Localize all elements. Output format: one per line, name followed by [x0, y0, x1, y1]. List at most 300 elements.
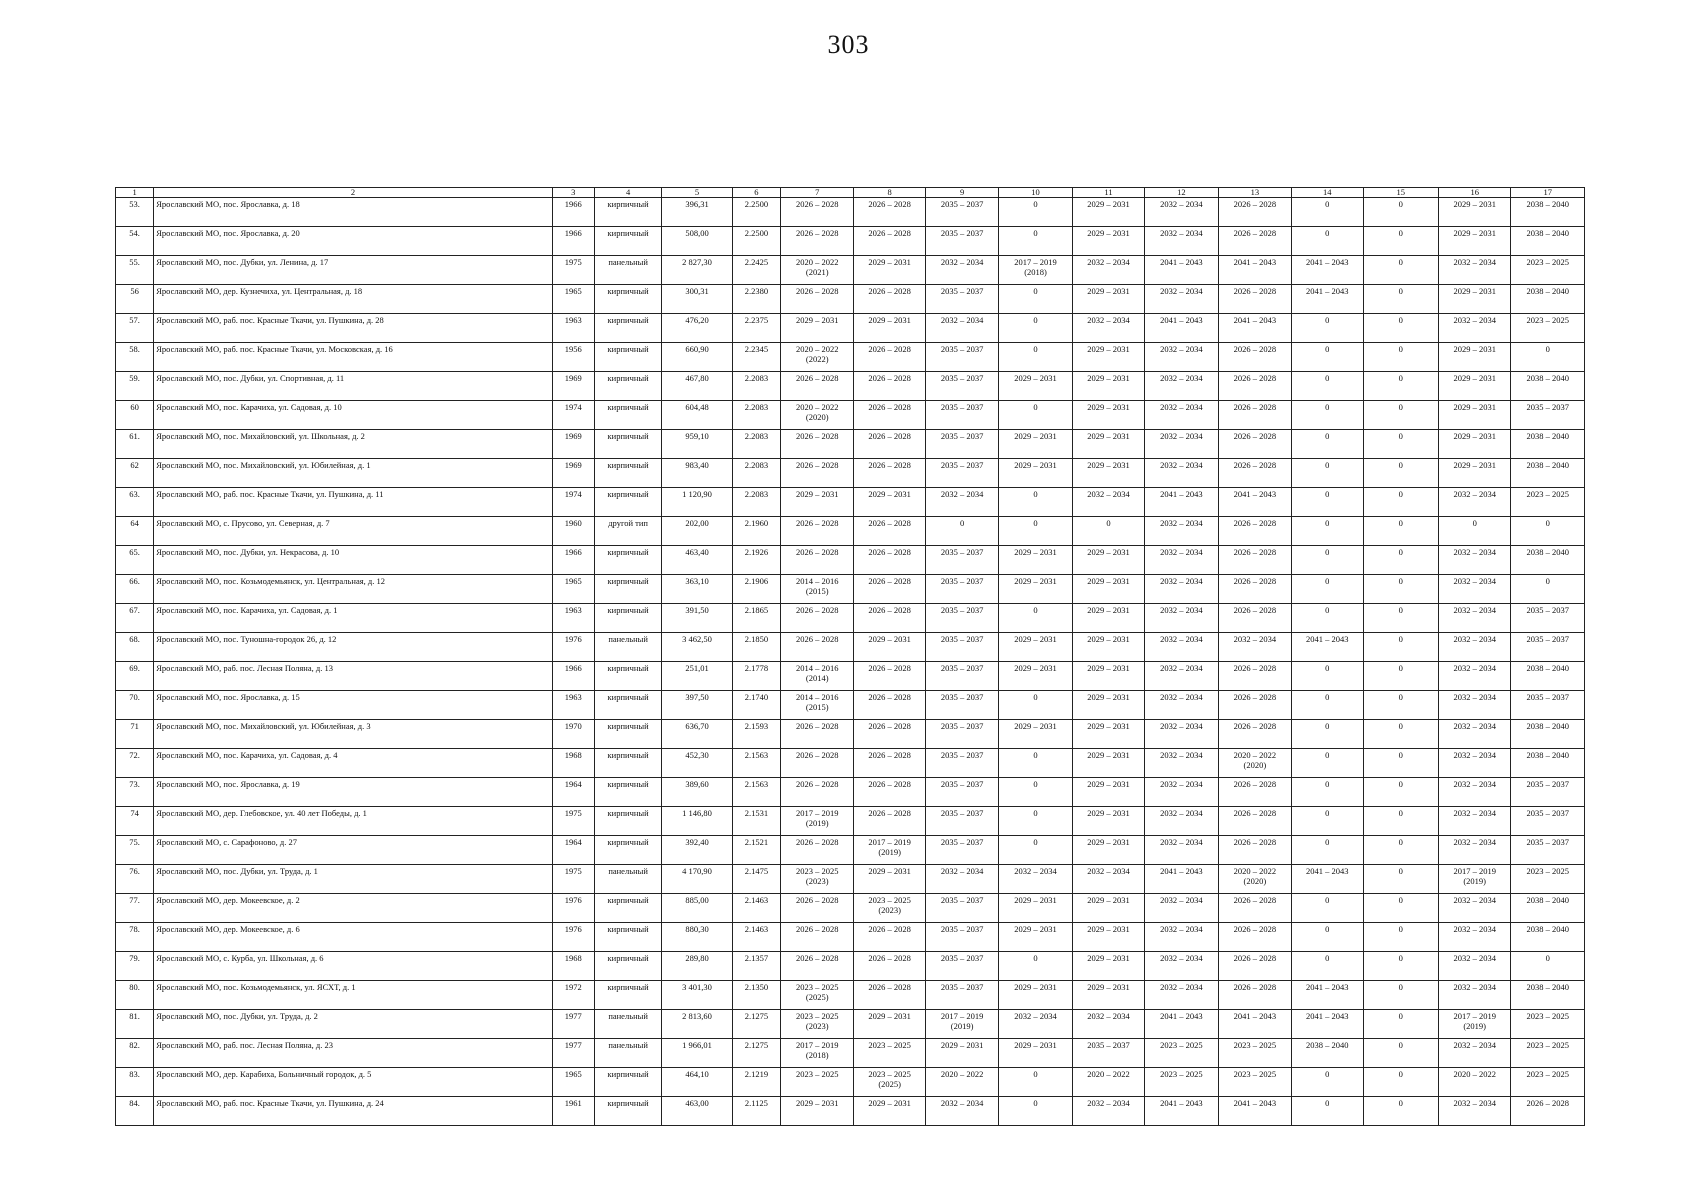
cell-period-col-7: 2029 – 2031 — [781, 488, 854, 517]
table-row — [116, 604, 1585, 633]
cell-row-number: 56 — [116, 285, 154, 314]
cell-period-col-8: 2023 – 2025 — [854, 1039, 925, 1068]
table-row — [116, 430, 1585, 459]
cell-period-col-10: 0 — [999, 778, 1072, 807]
cell-period-col-10: 0 — [999, 691, 1072, 720]
cell-period-col-13: 2026 – 2028 — [1218, 604, 1291, 633]
cell-period-col-14: 2041 – 2043 — [1292, 1010, 1363, 1039]
cell-period-col-14: 0 — [1292, 459, 1363, 488]
page-number: 303 — [827, 30, 870, 59]
table-row — [116, 865, 1585, 894]
cell-wall-material: кирпичный — [594, 778, 661, 807]
cell-year-built: 1969 — [552, 459, 594, 488]
cell-period-col-10: 2029 – 2031 — [999, 720, 1072, 749]
cell-period-col-13: 2041 – 2043 — [1218, 256, 1291, 285]
cell-period-col-9: 0 — [925, 517, 998, 546]
cell-period-col-14: 2041 – 2043 — [1292, 865, 1363, 894]
cell-period-col-8: 2026 – 2028 — [854, 749, 925, 778]
cell-period-col-11: 2029 – 2031 — [1072, 981, 1144, 1010]
cell-priority-index: 2.1350 — [732, 981, 780, 1010]
cell-period-col-16: 2032 – 2034 — [1438, 546, 1510, 575]
cell-period-col-17: 2023 – 2025 — [1511, 1010, 1585, 1039]
cell-period-col-7: 2026 – 2028 — [781, 285, 854, 314]
cell-period-col-7: 2023 – 2025 (2025) — [781, 981, 854, 1010]
cell-period-col-17: 0 — [1511, 952, 1585, 981]
cell-period-col-12: 2032 – 2034 — [1145, 836, 1218, 865]
cell-period-col-16: 2032 – 2034 — [1438, 720, 1510, 749]
cell-address: Ярославский МО, пос. Ярославка, д. 19 — [154, 778, 552, 807]
cell-period-col-12: 2032 – 2034 — [1145, 459, 1218, 488]
cell-period-col-17: 2038 – 2040 — [1511, 720, 1585, 749]
cell-period-col-9: 2035 – 2037 — [925, 662, 998, 691]
cell-period-col-8: 2026 – 2028 — [854, 923, 925, 952]
cell-period-col-7: 2020 – 2022 (2020) — [781, 401, 854, 430]
cell-year-built: 1965 — [552, 1068, 594, 1097]
table-row — [116, 836, 1585, 865]
cell-period-col-17: 2023 – 2025 — [1511, 488, 1585, 517]
column-header-13: 13 — [1218, 188, 1291, 198]
cell-period-col-14: 0 — [1292, 1068, 1363, 1097]
cell-row-number: 58. — [116, 343, 154, 372]
cell-period-col-7: 2026 – 2028 — [781, 749, 854, 778]
cell-period-col-12: 2032 – 2034 — [1145, 981, 1218, 1010]
table-row — [116, 807, 1585, 836]
cell-period-col-7: 2029 – 2031 — [781, 314, 854, 343]
cell-period-col-14: 0 — [1292, 894, 1363, 923]
cell-period-col-17: 0 — [1511, 575, 1585, 604]
cell-period-col-14: 0 — [1292, 662, 1363, 691]
cell-period-col-7: 2020 – 2022 (2021) — [781, 256, 854, 285]
cell-period-col-15: 0 — [1363, 836, 1438, 865]
table-row — [116, 1010, 1585, 1039]
cell-period-col-8: 2026 – 2028 — [854, 981, 925, 1010]
cell-address: Ярославский МО, дер. Глебовское, ул. 40 лет Победы, д. 1 — [154, 807, 552, 836]
table-row — [116, 459, 1585, 488]
table-row — [116, 633, 1585, 662]
cell-period-col-16: 2032 – 2034 — [1438, 1039, 1510, 1068]
cell-period-col-10: 0 — [999, 517, 1072, 546]
cell-address: Ярославский МО, дер. Мокеевское, д. 6 — [154, 923, 552, 952]
cell-priority-index: 2.1463 — [732, 894, 780, 923]
cell-row-number: 74 — [116, 807, 154, 836]
cell-wall-material: панельный — [594, 1039, 661, 1068]
cell-period-col-14: 0 — [1292, 488, 1363, 517]
cell-period-col-16: 2032 – 2034 — [1438, 575, 1510, 604]
cell-period-col-16: 2032 – 2034 — [1438, 633, 1510, 662]
cell-address: Ярославский МО, пос. Дубки, ул. Труда, д. 2 — [154, 1010, 552, 1039]
cell-period-col-16: 2029 – 2031 — [1438, 430, 1510, 459]
cell-period-col-15: 0 — [1363, 459, 1438, 488]
column-number-header-row — [116, 188, 1585, 198]
cell-address: Ярославский МО, раб. пос. Лесная Поляна, д. 23 — [154, 1039, 552, 1068]
cell-period-col-8: 2026 – 2028 — [854, 546, 925, 575]
cell-period-col-12: 2041 – 2043 — [1145, 865, 1218, 894]
column-header-17: 17 — [1511, 188, 1585, 198]
cell-period-col-15: 0 — [1363, 952, 1438, 981]
cell-period-col-11: 2029 – 2031 — [1072, 633, 1144, 662]
cell-period-col-9: 2035 – 2037 — [925, 836, 998, 865]
cell-period-col-11: 0 — [1072, 517, 1144, 546]
cell-period-col-11: 2029 – 2031 — [1072, 923, 1144, 952]
cell-period-col-11: 2020 – 2022 — [1072, 1068, 1144, 1097]
cell-row-number: 80. — [116, 981, 154, 1010]
cell-period-col-16: 2029 – 2031 — [1438, 459, 1510, 488]
cell-period-col-14: 0 — [1292, 546, 1363, 575]
cell-year-built: 1975 — [552, 256, 594, 285]
cell-period-col-14: 0 — [1292, 604, 1363, 633]
cell-priority-index: 2.2083 — [732, 430, 780, 459]
cell-area: 396,31 — [662, 198, 732, 227]
cell-row-number: 63. — [116, 488, 154, 517]
cell-period-col-8: 2026 – 2028 — [854, 517, 925, 546]
cell-area: 389,60 — [662, 778, 732, 807]
cell-period-col-17: 2035 – 2037 — [1511, 401, 1585, 430]
cell-period-col-13: 2026 – 2028 — [1218, 894, 1291, 923]
cell-priority-index: 2.2500 — [732, 198, 780, 227]
column-header-9: 9 — [925, 188, 998, 198]
cell-period-col-9: 2035 – 2037 — [925, 575, 998, 604]
table-row — [116, 401, 1585, 430]
cell-wall-material: панельный — [594, 633, 661, 662]
cell-year-built: 1972 — [552, 981, 594, 1010]
cell-period-col-9: 2035 – 2037 — [925, 923, 998, 952]
cell-period-col-11: 2032 – 2034 — [1072, 314, 1144, 343]
cell-period-col-13: 2026 – 2028 — [1218, 923, 1291, 952]
cell-period-col-13: 2020 – 2022 (2020) — [1218, 749, 1291, 778]
cell-address: Ярославский МО, пос. Дубки, ул. Спортивная, д. 11 — [154, 372, 552, 401]
cell-wall-material: кирпичный — [594, 546, 661, 575]
cell-period-col-16: 2032 – 2034 — [1438, 488, 1510, 517]
cell-year-built: 1976 — [552, 894, 594, 923]
cell-row-number: 73. — [116, 778, 154, 807]
cell-period-col-10: 2032 – 2034 — [999, 1010, 1072, 1039]
table-row — [116, 778, 1585, 807]
cell-period-col-13: 2026 – 2028 — [1218, 459, 1291, 488]
cell-period-col-7: 2014 – 2016 (2015) — [781, 575, 854, 604]
cell-year-built: 1969 — [552, 430, 594, 459]
cell-period-col-10: 2029 – 2031 — [999, 372, 1072, 401]
cell-period-col-13: 2026 – 2028 — [1218, 720, 1291, 749]
cell-period-col-10: 0 — [999, 604, 1072, 633]
cell-priority-index: 2.1850 — [732, 633, 780, 662]
cell-row-number: 69. — [116, 662, 154, 691]
cell-row-number: 71 — [116, 720, 154, 749]
cell-period-col-10: 0 — [999, 401, 1072, 430]
cell-row-number: 84. — [116, 1097, 154, 1126]
cell-period-col-15: 0 — [1363, 488, 1438, 517]
cell-row-number: 81. — [116, 1010, 154, 1039]
cell-period-col-17: 2023 – 2025 — [1511, 256, 1585, 285]
cell-row-number: 83. — [116, 1068, 154, 1097]
cell-row-number: 53. — [116, 198, 154, 227]
column-header-6: 6 — [732, 188, 780, 198]
cell-priority-index: 2.1778 — [732, 662, 780, 691]
table-row — [116, 720, 1585, 749]
cell-period-col-8: 2026 – 2028 — [854, 372, 925, 401]
cell-period-col-9: 2029 – 2031 — [925, 1039, 998, 1068]
cell-period-col-11: 2029 – 2031 — [1072, 372, 1144, 401]
table-row — [116, 749, 1585, 778]
cell-year-built: 1966 — [552, 227, 594, 256]
cell-period-col-16: 2029 – 2031 — [1438, 372, 1510, 401]
cell-year-built: 1956 — [552, 343, 594, 372]
cell-period-col-8: 2026 – 2028 — [854, 952, 925, 981]
cell-row-number: 75. — [116, 836, 154, 865]
cell-period-col-13: 2026 – 2028 — [1218, 372, 1291, 401]
cell-row-number: 60 — [116, 401, 154, 430]
cell-period-col-17: 2038 – 2040 — [1511, 459, 1585, 488]
cell-period-col-12: 2032 – 2034 — [1145, 575, 1218, 604]
cell-period-col-17: 2023 – 2025 — [1511, 1039, 1585, 1068]
cell-period-col-9: 2035 – 2037 — [925, 372, 998, 401]
cell-period-col-16: 2029 – 2031 — [1438, 198, 1510, 227]
cell-period-col-9: 2035 – 2037 — [925, 894, 998, 923]
cell-period-col-14: 0 — [1292, 778, 1363, 807]
cell-wall-material: кирпичный — [594, 952, 661, 981]
cell-period-col-14: 0 — [1292, 836, 1363, 865]
cell-address: Ярославский МО, пос. Козьмодемьянск, ул. ЯСХТ, д. 1 — [154, 981, 552, 1010]
column-header-11: 11 — [1072, 188, 1144, 198]
cell-wall-material: кирпичный — [594, 343, 661, 372]
cell-period-col-17: 0 — [1511, 517, 1585, 546]
cell-period-col-17: 2038 – 2040 — [1511, 923, 1585, 952]
table-row — [116, 372, 1585, 401]
cell-row-number: 59. — [116, 372, 154, 401]
cell-priority-index: 2.1593 — [732, 720, 780, 749]
cell-period-col-7: 2026 – 2028 — [781, 227, 854, 256]
cell-period-col-11: 2029 – 2031 — [1072, 430, 1144, 459]
cell-period-col-13: 2026 – 2028 — [1218, 952, 1291, 981]
cell-period-col-14: 0 — [1292, 807, 1363, 836]
cell-wall-material: кирпичный — [594, 488, 661, 517]
cell-address: Ярославский МО, с. Сарафоново, д. 27 — [154, 836, 552, 865]
cell-period-col-17: 2038 – 2040 — [1511, 198, 1585, 227]
cell-period-col-16: 2032 – 2034 — [1438, 256, 1510, 285]
cell-period-col-9: 2035 – 2037 — [925, 285, 998, 314]
cell-wall-material: кирпичный — [594, 430, 661, 459]
cell-year-built: 1970 — [552, 720, 594, 749]
cell-period-col-9: 2035 – 2037 — [925, 401, 998, 430]
cell-priority-index: 2.1563 — [732, 778, 780, 807]
cell-period-col-13: 2041 – 2043 — [1218, 1097, 1291, 1126]
cell-period-col-12: 2023 – 2025 — [1145, 1039, 1218, 1068]
cell-period-col-10: 0 — [999, 749, 1072, 778]
cell-area: 289,80 — [662, 952, 732, 981]
cell-period-col-13: 2020 – 2022 (2020) — [1218, 865, 1291, 894]
cell-wall-material: кирпичный — [594, 836, 661, 865]
cell-period-col-12: 2032 – 2034 — [1145, 430, 1218, 459]
cell-wall-material: панельный — [594, 256, 661, 285]
cell-priority-index: 2.1219 — [732, 1068, 780, 1097]
cell-period-col-7: 2026 – 2028 — [781, 546, 854, 575]
cell-period-col-14: 0 — [1292, 517, 1363, 546]
cell-period-col-15: 0 — [1363, 227, 1438, 256]
cell-year-built: 1964 — [552, 836, 594, 865]
cell-address: Ярославский МО, раб. пос. Красные Ткачи, ул. Пушкина, д. 28 — [154, 314, 552, 343]
cell-period-col-12: 2032 – 2034 — [1145, 285, 1218, 314]
cell-period-col-16: 2029 – 2031 — [1438, 343, 1510, 372]
cell-year-built: 1975 — [552, 865, 594, 894]
cell-period-col-12: 2032 – 2034 — [1145, 720, 1218, 749]
cell-period-col-12: 2032 – 2034 — [1145, 198, 1218, 227]
cell-period-col-12: 2041 – 2043 — [1145, 256, 1218, 285]
cell-priority-index: 2.2425 — [732, 256, 780, 285]
cell-period-col-16: 2029 – 2031 — [1438, 227, 1510, 256]
cell-period-col-13: 2026 – 2028 — [1218, 401, 1291, 430]
cell-period-col-14: 0 — [1292, 749, 1363, 778]
cell-period-col-16: 2032 – 2034 — [1438, 314, 1510, 343]
cell-area: 202,00 — [662, 517, 732, 546]
cell-period-col-13: 2041 – 2043 — [1218, 1010, 1291, 1039]
cell-period-col-17: 2038 – 2040 — [1511, 546, 1585, 575]
cell-period-col-10: 0 — [999, 227, 1072, 256]
cell-period-col-10: 0 — [999, 952, 1072, 981]
cell-period-col-11: 2032 – 2034 — [1072, 865, 1144, 894]
cell-period-col-12: 2023 – 2025 — [1145, 1068, 1218, 1097]
cell-area: 463,00 — [662, 1097, 732, 1126]
cell-period-col-13: 2023 – 2025 — [1218, 1039, 1291, 1068]
cell-area: 464,10 — [662, 1068, 732, 1097]
cell-address: Ярославский МО, пос. Туношна-городок 26, д. 12 — [154, 633, 552, 662]
cell-period-col-13: 2041 – 2043 — [1218, 488, 1291, 517]
cell-period-col-17: 2035 – 2037 — [1511, 836, 1585, 865]
cell-period-col-9: 2035 – 2037 — [925, 343, 998, 372]
cell-wall-material: кирпичный — [594, 401, 661, 430]
cell-row-number: 61. — [116, 430, 154, 459]
cell-year-built: 1969 — [552, 372, 594, 401]
cell-period-col-17: 2038 – 2040 — [1511, 981, 1585, 1010]
cell-area: 452,30 — [662, 749, 732, 778]
cell-period-col-11: 2029 – 2031 — [1072, 836, 1144, 865]
cell-period-col-10: 2029 – 2031 — [999, 430, 1072, 459]
cell-period-col-13: 2026 – 2028 — [1218, 285, 1291, 314]
cell-period-col-13: 2026 – 2028 — [1218, 198, 1291, 227]
cell-priority-index: 2.1740 — [732, 691, 780, 720]
cell-period-col-16: 2032 – 2034 — [1438, 749, 1510, 778]
cell-period-col-17: 0 — [1511, 343, 1585, 372]
cell-year-built: 1964 — [552, 778, 594, 807]
cell-wall-material: кирпичный — [594, 981, 661, 1010]
cell-row-number: 70. — [116, 691, 154, 720]
cell-period-col-11: 2029 – 2031 — [1072, 575, 1144, 604]
cell-period-col-13: 2026 – 2028 — [1218, 575, 1291, 604]
cell-year-built: 1961 — [552, 1097, 594, 1126]
cell-period-col-17: 2023 – 2025 — [1511, 314, 1585, 343]
cell-period-col-11: 2032 – 2034 — [1072, 256, 1144, 285]
cell-period-col-9: 2035 – 2037 — [925, 952, 998, 981]
cell-period-col-9: 2035 – 2037 — [925, 546, 998, 575]
table-row — [116, 1068, 1585, 1097]
cell-area: 251,01 — [662, 662, 732, 691]
cell-year-built: 1977 — [552, 1039, 594, 1068]
cell-period-col-14: 0 — [1292, 720, 1363, 749]
cell-period-col-9: 2035 – 2037 — [925, 720, 998, 749]
cell-wall-material: кирпичный — [594, 1097, 661, 1126]
cell-priority-index: 2.2083 — [732, 372, 780, 401]
cell-period-col-16: 0 — [1438, 517, 1510, 546]
cell-area: 300,31 — [662, 285, 732, 314]
cell-period-col-10: 2029 – 2031 — [999, 981, 1072, 1010]
cell-period-col-15: 0 — [1363, 894, 1438, 923]
cell-period-col-8: 2026 – 2028 — [854, 401, 925, 430]
table-row — [116, 546, 1585, 575]
cell-wall-material: кирпичный — [594, 198, 661, 227]
cell-year-built: 1966 — [552, 662, 594, 691]
cell-row-number: 57. — [116, 314, 154, 343]
table-row — [116, 256, 1585, 285]
cell-period-col-8: 2023 – 2025 (2023) — [854, 894, 925, 923]
cell-period-col-12: 2032 – 2034 — [1145, 604, 1218, 633]
cell-wall-material: панельный — [594, 865, 661, 894]
cell-period-col-13: 2026 – 2028 — [1218, 546, 1291, 575]
cell-period-col-13: 2026 – 2028 — [1218, 343, 1291, 372]
cell-period-col-10: 2029 – 2031 — [999, 923, 1072, 952]
cell-period-col-17: 2035 – 2037 — [1511, 633, 1585, 662]
cell-priority-index: 2.1865 — [732, 604, 780, 633]
cell-period-col-8: 2029 – 2031 — [854, 1010, 925, 1039]
cell-row-number: 72. — [116, 749, 154, 778]
cell-period-col-7: 2017 – 2019 (2018) — [781, 1039, 854, 1068]
cell-period-col-7: 2023 – 2025 — [781, 1068, 854, 1097]
cell-period-col-12: 2032 – 2034 — [1145, 807, 1218, 836]
cell-period-col-14: 0 — [1292, 198, 1363, 227]
cell-period-col-15: 0 — [1363, 575, 1438, 604]
cell-period-col-15: 0 — [1363, 372, 1438, 401]
cell-period-col-16: 2032 – 2034 — [1438, 952, 1510, 981]
cell-year-built: 1974 — [552, 401, 594, 430]
cell-period-col-13: 2026 – 2028 — [1218, 778, 1291, 807]
cell-area: 392,40 — [662, 836, 732, 865]
cell-period-col-11: 2029 – 2031 — [1072, 720, 1144, 749]
cell-year-built: 1963 — [552, 604, 594, 633]
cell-row-number: 65. — [116, 546, 154, 575]
table-row — [116, 198, 1585, 227]
column-header-1: 1 — [116, 188, 154, 198]
cell-year-built: 1960 — [552, 517, 594, 546]
cell-period-col-7: 2026 – 2028 — [781, 952, 854, 981]
cell-period-col-9: 2035 – 2037 — [925, 778, 998, 807]
cell-period-col-12: 2032 – 2034 — [1145, 633, 1218, 662]
cell-period-col-7: 2026 – 2028 — [781, 372, 854, 401]
cell-priority-index: 2.2083 — [732, 401, 780, 430]
table-row — [116, 1097, 1585, 1126]
cell-period-col-7: 2026 – 2028 — [781, 459, 854, 488]
cell-area: 1 966,01 — [662, 1039, 732, 1068]
cell-period-col-15: 0 — [1363, 343, 1438, 372]
cell-period-col-9: 2020 – 2022 — [925, 1068, 998, 1097]
cell-period-col-17: 2038 – 2040 — [1511, 372, 1585, 401]
cell-period-col-11: 2032 – 2034 — [1072, 1010, 1144, 1039]
cell-period-col-16: 2032 – 2034 — [1438, 807, 1510, 836]
cell-period-col-13: 2032 – 2034 — [1218, 633, 1291, 662]
cell-area: 885,00 — [662, 894, 732, 923]
cell-period-col-16: 2017 – 2019 (2019) — [1438, 865, 1510, 894]
cell-wall-material: панельный — [594, 1010, 661, 1039]
cell-year-built: 1977 — [552, 1010, 594, 1039]
table-row — [116, 952, 1585, 981]
cell-period-col-17: 2038 – 2040 — [1511, 894, 1585, 923]
cell-period-col-15: 0 — [1363, 546, 1438, 575]
table-row — [116, 662, 1585, 691]
cell-row-number: 82. — [116, 1039, 154, 1068]
cell-period-col-14: 0 — [1292, 923, 1363, 952]
cell-priority-index: 2.2083 — [732, 459, 780, 488]
cell-row-number: 67. — [116, 604, 154, 633]
cell-period-col-15: 0 — [1363, 662, 1438, 691]
cell-period-col-13: 2026 – 2028 — [1218, 981, 1291, 1010]
cell-period-col-15: 0 — [1363, 1039, 1438, 1068]
cell-period-col-12: 2032 – 2034 — [1145, 401, 1218, 430]
